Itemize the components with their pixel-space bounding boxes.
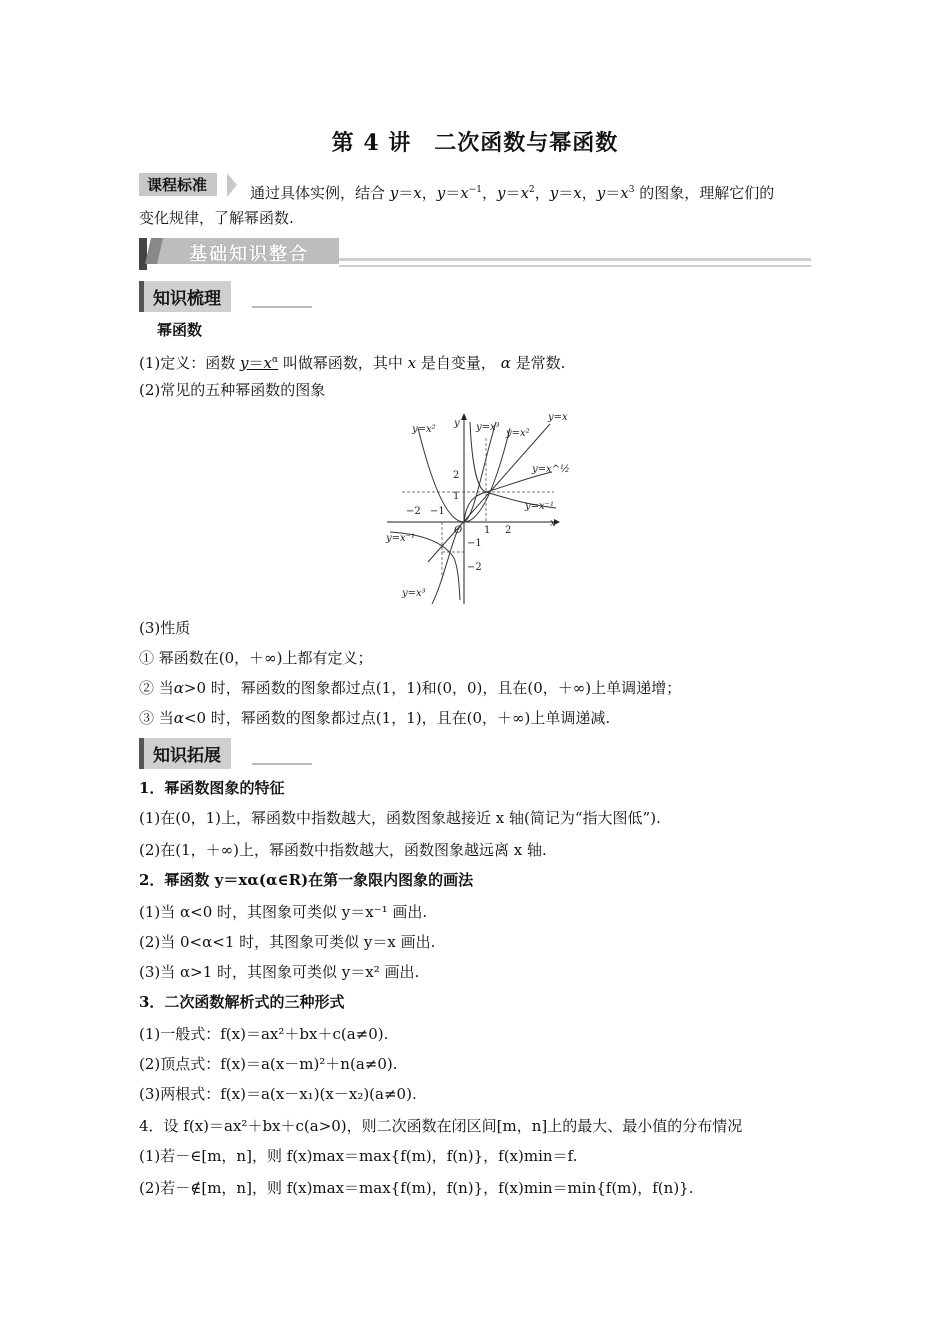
p3-b: <0 时，幂函数的图象都过点(1，1)，且在(0，＋∞)上单调递减. — [183, 709, 611, 727]
tag-arrow-decoration — [227, 173, 237, 197]
power-function-graph — [382, 408, 572, 604]
definition-line: (1)定义：函数 $y=x^\alpha$ 叫做幂函数，其中 x 是自变量， α 是常数. — [139, 354, 566, 372]
section-extension-tag — [139, 738, 231, 769]
item-3: (3)性质 — [139, 619, 191, 637]
standard-line-2: 变化规律，了解幂函数. — [139, 209, 294, 227]
tag-underline — [252, 306, 312, 308]
ext-2-line-2: (2)当 0<α<1 时，其图象可类似 y＝x 画出. — [139, 933, 436, 951]
axis-label-y: y — [454, 418, 460, 429]
ext-heading-1: 1．幂函数图象的特征 — [139, 779, 285, 797]
ext-4-line-1: (1)若－∈[m，n]，则 f(x)max＝max{f(m)，f(n)}，f(x)min＝f. — [139, 1147, 578, 1165]
tick-origin: O — [454, 525, 463, 536]
graph-label-1: y=x² — [412, 424, 436, 435]
graph-label-2: y=x³ — [476, 422, 500, 433]
ext-heading-4: 4．设 f(x)＝ax²＋bx＋c(a>0)，则二次函数在闭区间[m，n]上的最大、最小值的分布情况 — [139, 1117, 743, 1135]
tick-y-neg2: −2 — [467, 562, 482, 573]
graph-label-4: y=x — [548, 412, 568, 423]
p2-b: >0 时，幂函数的图象都过点(1，1)和(0，0)，且在(0，＋∞)上单调递增； — [183, 679, 682, 697]
def-text-b: 叫做幂函数，其中 — [282, 354, 403, 372]
def-text-c: 是自变量， — [420, 354, 496, 372]
tag-underline-2 — [252, 763, 312, 765]
graph-label-5: y=x^½ — [532, 464, 570, 475]
item-2: (2)常见的五种幂函数的图象 — [139, 381, 326, 399]
tick-y-1: 1 — [453, 491, 460, 502]
subtitle-power-function: 幂函数 — [157, 321, 203, 339]
ext-4-line-2: (2)若－∉[m，n]，则 f(x)max＝max{f(m)，f(n)}，f(x)min＝min{f(m)，f(n)}. — [139, 1179, 694, 1197]
graph-label-8: y=x³ — [402, 588, 426, 599]
tick-y-2: 2 — [453, 470, 460, 481]
section-knowledge-label: 知识梳理 — [153, 289, 221, 309]
ext-3-line-1: (1)一般式：f(x)＝ax²＋bx＋c(a≠0). — [139, 1025, 389, 1043]
def-text-d: 是常数. — [515, 354, 566, 372]
tick-y-neg1: −1 — [467, 538, 482, 549]
banner — [139, 238, 811, 268]
standard-line-1: 通过具体实例，结合 y＝x，$y=x^{-1}$，$y=x^2$，y＝x，$y=x^3$ 的图象，理解它们的 — [250, 184, 775, 202]
ext-1-line-1: (1)在(0，1)上，幂函数中指数越大，函数图象越接近 x 轴(简记为“指大图低”). — [139, 809, 661, 827]
ext-1-line-2: (2)在(1，＋∞)上，幂函数中指数越大，函数图象越远离 x 轴. — [139, 841, 547, 859]
banner-title: 基础知识整合 — [189, 244, 309, 265]
tick-x-1: 1 — [484, 525, 491, 536]
ext-2-line-1: (1)当 α<0 时，其图象可类似 y＝x⁻¹ 画出. — [139, 903, 428, 921]
ext-2-line-3: (3)当 α>1 时，其图象可类似 y＝x² 画出. — [139, 963, 420, 981]
property-3: ③ 当α<0 时，幂函数的图象都过点(1，1)，且在(0，＋∞)上单调递减. — [139, 709, 611, 727]
page-title: 第 4 讲 二次函数与幂函数 — [331, 130, 619, 156]
tick-x-2: 2 — [505, 525, 512, 536]
p3-a: ③ 当 — [139, 709, 174, 727]
graph-label-7: y=x⁻¹ — [386, 533, 415, 544]
course-standard-tag-label: 课程标准 — [147, 176, 208, 194]
def-text-a: (1)定义：函数 — [139, 354, 236, 372]
section-knowledge-tag — [139, 281, 231, 312]
course-standard-tag — [139, 173, 217, 196]
y-axis-arrow-icon — [461, 413, 467, 420]
property-2: ② 当α>0 时，幂函数的图象都过点(1，1)和(0，0)，且在(0，＋∞)上单调递增； — [139, 679, 682, 697]
ext-heading-2: 2．幂函数 y＝xα(α∈R)在第一象限内图象的画法 — [139, 871, 474, 889]
property-1: ① 幂函数在(0，＋∞)上都有定义； — [139, 649, 373, 667]
tick-x-neg2: −2 — [406, 506, 421, 517]
ext-heading-3: 3．二次函数解析式的三种形式 — [139, 993, 345, 1011]
ext-3-line-2: (2)顶点式：f(x)＝a(x－m)²＋n(a≠0). — [139, 1055, 398, 1073]
p2-a: ② 当 — [139, 679, 174, 697]
ext-3-line-3: (3)两根式：f(x)＝a(x－x₁)(x－x₂)(a≠0). — [139, 1085, 417, 1103]
standard-text-b: 的图象，理解它们的 — [639, 184, 775, 202]
axis-label-x: x — [550, 518, 556, 529]
graph-label-6: y=x⁻¹ — [525, 501, 554, 512]
tick-x-neg1: −1 — [430, 506, 445, 517]
standard-text-a: 通过具体实例，结合 — [250, 184, 386, 202]
graph-label-3: y=x² — [506, 428, 530, 439]
section-extension-label: 知识拓展 — [153, 746, 221, 766]
